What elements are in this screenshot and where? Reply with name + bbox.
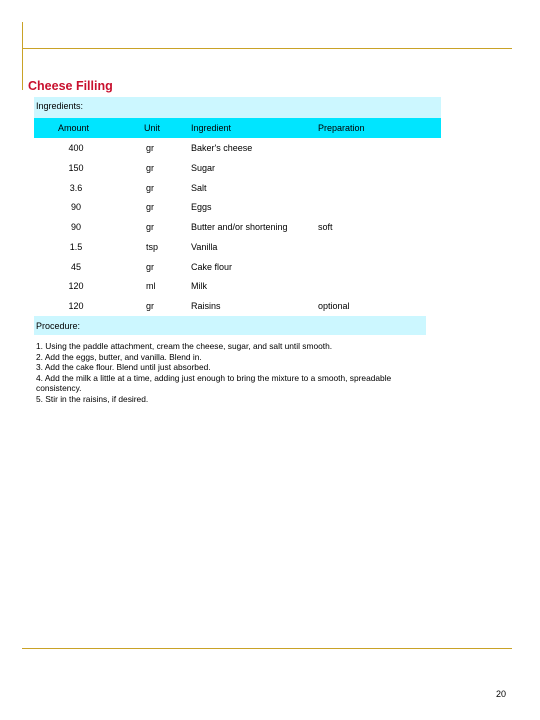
cell-unit: gr (146, 183, 155, 193)
cell-ingredient: Baker's cheese (191, 143, 253, 153)
procedure-label: Procedure: (36, 321, 81, 331)
table-row (34, 219, 441, 238)
cell-ingredient: Raisins (191, 301, 221, 311)
procedure-step: 4. Add the milk a little at a time, adding just enough to bring the mixture to a smooth, spreadable consistency. (36, 372, 392, 393)
cell-amount: 90 (70, 202, 81, 212)
cell-amount: 3.6 (69, 183, 83, 193)
cell-unit: ml (146, 281, 156, 291)
cell-amount: 45 (70, 262, 81, 272)
table-row (34, 278, 441, 297)
header-amount: Amount (58, 123, 90, 133)
table-row (34, 180, 441, 199)
section-title: Cheese Filling (28, 79, 113, 93)
cell-unit: gr (146, 202, 155, 212)
table-row (34, 239, 441, 258)
procedure-step: 1. Using the paddle attachment, cream the cheese, sugar, and salt until smooth. (36, 341, 333, 351)
cell-amount: 400 (68, 143, 84, 153)
ingredients-label-bar (34, 97, 441, 118)
procedure-steps (36, 341, 431, 404)
cell-amount: 150 (68, 163, 84, 173)
table-header (34, 118, 441, 138)
header-unit: Unit (144, 123, 161, 133)
cell-unit: gr (146, 163, 155, 173)
cell-unit: gr (146, 143, 155, 153)
decorative-rule-bottom (22, 648, 512, 649)
cell-ingredient: Vanilla (191, 242, 218, 252)
cell-unit: gr (146, 301, 155, 311)
table-row (34, 140, 441, 159)
cell-amount: 90 (70, 222, 81, 232)
cell-ingredient: Eggs (191, 202, 212, 212)
cell-ingredient: Salt (191, 183, 207, 193)
decorative-rule-vertical (22, 22, 23, 90)
ingredients-label: Ingredients: (36, 101, 84, 111)
procedure-step: 5. Stir in the raisins, if desired. (36, 393, 149, 404)
page-number: 20 (496, 689, 507, 699)
cell-amount: 120 (68, 301, 84, 311)
cell-unit: tsp (146, 242, 159, 252)
cell-unit: gr (146, 262, 155, 272)
cell-preparation: optional (318, 301, 350, 311)
decorative-rule-top (22, 48, 512, 49)
cell-ingredient: Cake flour (191, 262, 233, 272)
cell-ingredient: Milk (191, 281, 207, 291)
cell-ingredient: Butter and/or shortening (191, 222, 288, 232)
cell-amount: 1.5 (69, 242, 83, 252)
procedure-step: 2. Add the eggs, butter, and vanilla. Blend in. (36, 351, 202, 362)
cell-amount: 120 (68, 281, 84, 291)
procedure-step: 3. Add the cake flour. Blend until just absorbed. (36, 362, 211, 372)
procedure-label-bar (34, 316, 426, 335)
table-row (34, 199, 441, 218)
header-ingredient: Ingredient (191, 123, 232, 133)
table-row (34, 298, 441, 317)
cell-preparation: soft (318, 222, 333, 232)
table-row (34, 160, 441, 179)
cell-ingredient: Sugar (191, 163, 216, 173)
table-row (34, 259, 441, 278)
cell-unit: gr (146, 222, 155, 232)
header-preparation: Preparation (318, 123, 365, 133)
